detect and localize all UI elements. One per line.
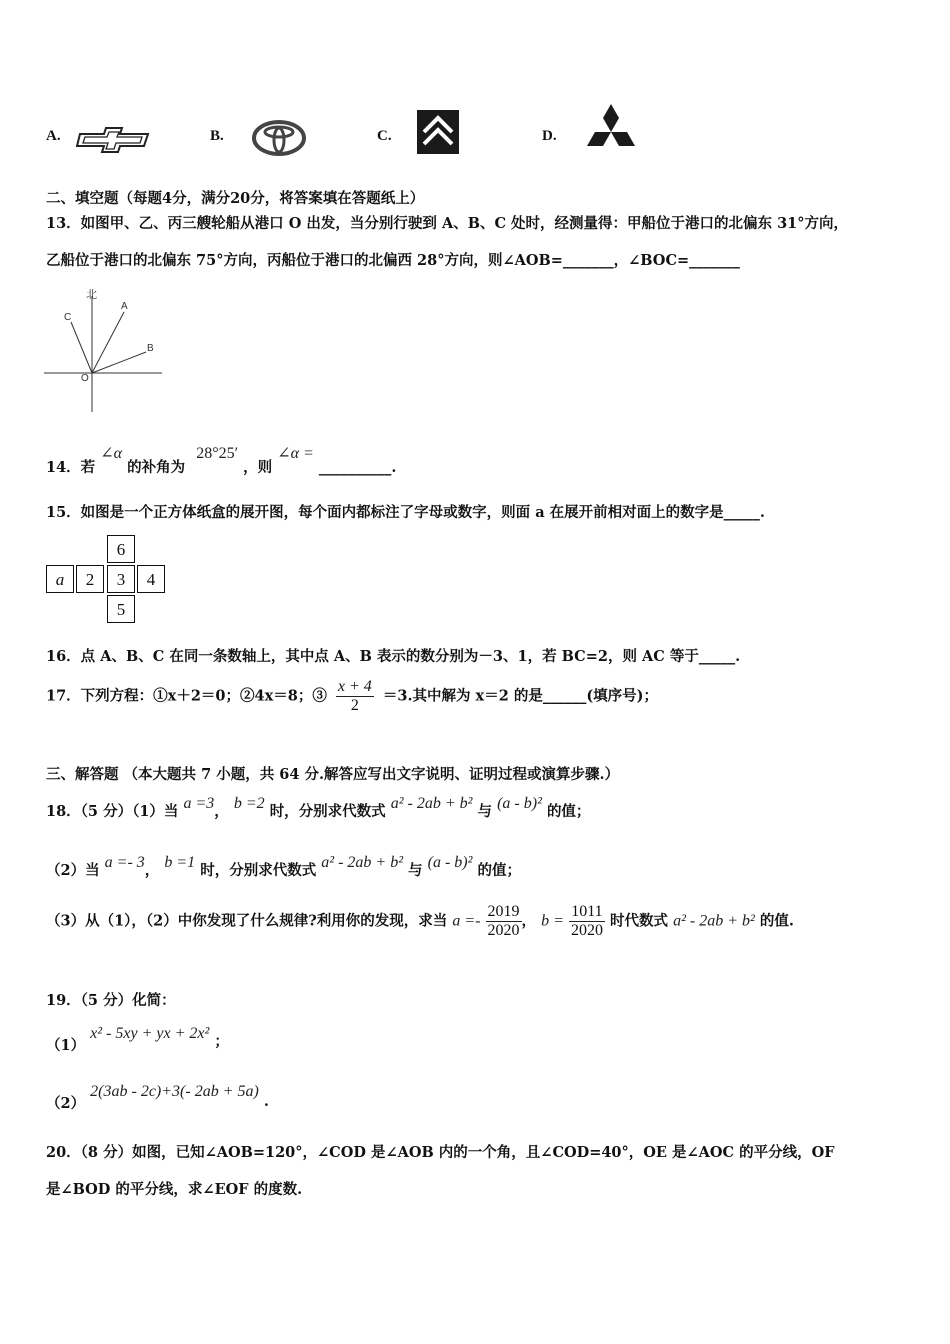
q18-part2: （2）当 a =- 3， b =1 时，分别求代数式 a² - 2ab + b² 与 (a - b)² 的值； <box>46 854 521 879</box>
q19-part2: （2） 2(3ab - 2c)+3(- 2ab + 5a) . <box>46 1083 269 1112</box>
q17-line: 17．下列方程：①x＋2＝0；②4x＝8；③ $\frac{x + 4}{2}$ ＝3.其中解为 x＝2 的是______(填序号)； <box>46 678 659 714</box>
option-d-label: D. <box>542 128 557 144</box>
q13-line1: 13．如图甲、乙、丙三艘轮船从港口 O 出发，当分别行驶到 A、B、C 处时，经测量得：甲船位于港口的北偏东 31°方向， <box>46 215 849 232</box>
net-cell-bottom: 5 <box>107 595 135 623</box>
q20-line1: 20．（8 分）如图，已知∠AOB=120°，∠COD 是∠AOB 内的一个角，且∠COD=40°，OE 是∠AOC 的平分线，OF <box>46 1144 835 1161</box>
q19-part1: （1） x² - 5xy + yx + 2x² ； <box>46 1025 229 1054</box>
q18-part1: 18．（5 分）（1）当 a =3， b =2 时，分别求代数式 a² - 2ab + b² 与 (a - b)² 的值； <box>46 795 591 820</box>
q16-text: 16．点 A、B、C 在同一条数轴上，其中点 A、B 表示的数分别为－3、1，若 BC=2，则 AC 等于_____. <box>46 648 741 665</box>
net-cell-3: 3 <box>107 565 135 593</box>
north-label: 北 <box>86 289 97 301</box>
net-cell-2: 2 <box>76 565 104 593</box>
mitsubishi-logo <box>582 103 640 155</box>
q14-line: 14．若 ∠α 的补角为 28°25′ ，则 ∠α = __________. <box>46 445 397 476</box>
q13-direction-figure <box>44 284 164 414</box>
q17-fraction: $\frac{x + 4}{2}$ <box>337 678 372 714</box>
net-cell-top: 6 <box>107 535 135 563</box>
origin-o-label: O <box>81 373 89 384</box>
point-a-label: A <box>121 301 128 312</box>
citroen-logo <box>417 110 459 154</box>
q18-b-fraction: $\frac{1011}{2020}$ <box>570 903 603 939</box>
point-c-label: C <box>64 312 72 323</box>
net-cell-a: a <box>46 565 74 593</box>
q15-text: 15．如图是一个正方体纸盒的展开图，每个面内都标注了字母或数字，则面 a 在展开前相对面上的数字是_____. <box>46 504 765 521</box>
net-cell-4: 4 <box>137 565 165 593</box>
option-b-label: B. <box>210 128 224 144</box>
direction-lines <box>44 284 164 414</box>
option-a-label: A. <box>46 128 61 144</box>
cube-net <box>46 535 170 625</box>
option-c-label: C. <box>377 128 392 144</box>
q20-line2: 是∠BOD 的平分线，求∠EOF 的度数. <box>46 1181 303 1198</box>
q19-title: 19．（5 分）化简： <box>46 992 176 1009</box>
chevrolet-logo <box>76 126 152 154</box>
toyota-logo <box>251 119 307 157</box>
section-3-title: 三、解答题 （本大题共 7 小题，共 64 分.解答应写出文字说明、证明过程或演算步骤.） <box>46 766 620 783</box>
q18-a-fraction: $\frac{2019}{2020}$ <box>487 903 520 939</box>
point-b-label: B <box>147 343 154 354</box>
q13-line2: 乙船位于港口的北偏东 75°方向，丙船位于港口的北偏西 28°方向，则∠AOB=_______，∠BOC=_______ <box>46 252 740 269</box>
q18-part3: （3）从（1），（2）中你发现了什么规律?利用你的发现，求当 a =- $\frac{2019}{2020}$ ， b = $\frac{1011}{2020}$ 时代数式 a² - 2ab + b² 的值. <box>46 903 794 939</box>
section-2-title: 二、填空题（每题4分，满分20分，将答案填在答题纸上） <box>46 190 425 207</box>
